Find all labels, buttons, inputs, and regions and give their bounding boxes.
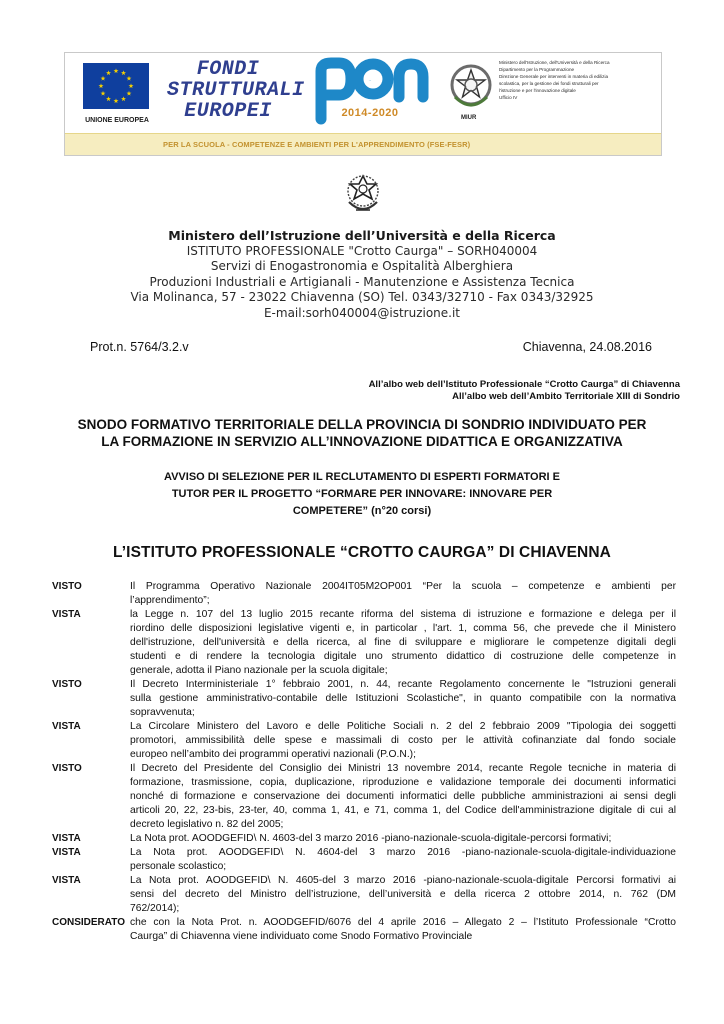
italian-republic-emblem-icon bbox=[449, 61, 493, 111]
fondi-line: FONDI bbox=[196, 58, 260, 81]
institute-address: Via Molinanca, 57 - 23022 Chiavenna (SO) Tel. 0343/32710 - Fax 0343/32925 bbox=[130, 290, 594, 304]
title-line: LA FORMAZIONE IN SERVIZIO ALL’INNOVAZIONE DIDATTICA E ORGANIZZATIVA bbox=[101, 433, 623, 449]
pon-years: 2014-2020 bbox=[341, 107, 399, 119]
ministry-small-line: Ministero dell'Istruzione, dell'Università e della Ricerca bbox=[499, 60, 610, 65]
eu-star-icon bbox=[101, 91, 106, 96]
title-line: SNODO FORMATIVO TERRITORIALE DELLA PROVINCIA DI SONDRIO INDIVIDUATO PER bbox=[77, 417, 647, 432]
premise-keyword: VISTA bbox=[52, 875, 81, 886]
premise-line: che con la Nota Prot. n. AOODGEFID/6076 del 4 aprile 2016 – Allegato 2 – l’Istituto Professionale “Crotto bbox=[130, 917, 676, 928]
eu-star-icon bbox=[106, 96, 111, 101]
premise-text bbox=[130, 832, 676, 846]
premise-line: 762/2014); bbox=[130, 903, 180, 914]
ministry-small-line: Direzione Generale per interventi in materia di edilizia bbox=[499, 74, 609, 79]
premise-text bbox=[130, 846, 676, 874]
ministry-small-line: Ufficio IV bbox=[499, 95, 518, 100]
eu-star-icon bbox=[106, 70, 111, 75]
premise-line: personale scolastico; bbox=[130, 861, 227, 872]
pon-logo-icon bbox=[305, 57, 435, 133]
protocol-number: Prot.n. 5764/3.2.v bbox=[90, 340, 189, 354]
eu-star-icon bbox=[99, 83, 104, 88]
premise-line: nonché di formazione e conservazione dei documenti informatici delle pubbliche amministrazioni ai sensi degli bbox=[130, 791, 676, 802]
premise-text bbox=[130, 874, 676, 916]
institute-heading: L’ISTITUTO PROFESSIONALE “CROTTO CAURGA” DI CHIAVENNA bbox=[113, 544, 611, 561]
premise-keyword: VISTO bbox=[52, 679, 82, 690]
ministry-header-small bbox=[499, 59, 659, 101]
premise-keyword: VISTO bbox=[52, 763, 82, 774]
premise-line: europeo nell’ambito dei programmi operativi nazionali (P.O.N.); bbox=[130, 749, 416, 760]
eu-flag-icon bbox=[83, 63, 149, 109]
premise-entry bbox=[52, 678, 676, 720]
eu-logo bbox=[79, 61, 163, 133]
premise-line: La Nota prot. AOODGEFID\ N. 4605-del 3 marzo 2016 -piano-nazionale-scuola-digitale Percorsi formativi ai bbox=[130, 875, 676, 886]
premise-line: La Circolare Ministero del Lavoro e delle Politiche Sociali n. 2 del 2 febbraio 2009 "Tipologia dei soggetti bbox=[130, 721, 676, 732]
eu-star-icon bbox=[121, 96, 126, 101]
eu-label: UNIONE EUROPEA bbox=[85, 117, 149, 124]
eu-star-icon bbox=[129, 83, 134, 88]
premise-text bbox=[130, 580, 676, 608]
premise-keyword: VISTA bbox=[52, 847, 81, 858]
institute-services: Servizi di Enogastronomia e Ospitalità Alberghiera bbox=[210, 259, 514, 273]
premise-line: dell'istruzione, dell'università e della ricerca, al fine di sviluppare e migliorare le competenze digitali degli bbox=[130, 637, 676, 648]
institute-email: E-mail:sorh040004@istruzione.it bbox=[263, 305, 461, 320]
eu-star-icon bbox=[127, 76, 132, 81]
premise-line: sulla gestione amministrativo-contabile delle Istituzioni Scolastiche", in quanto compatibile con la normativa bbox=[130, 693, 676, 704]
premise-line: promotori, ammissibilità delle spese e massimali di costo per le attività cofinanziate dal fondo sociale bbox=[130, 735, 676, 746]
premise-keyword: VISTO bbox=[52, 581, 82, 592]
premise-entry bbox=[52, 580, 676, 608]
letterhead bbox=[100, 228, 624, 321]
miur-label: MIUR bbox=[461, 115, 477, 121]
premise-line: Il Decreto del Presidente del Consiglio dei Ministri 13 novembre 2014, recante Regole tecniche in materia di bbox=[130, 763, 676, 774]
premise-line: generale, adotta il Piano nazionale per la scuola digitale; bbox=[130, 665, 388, 676]
subtitle-line: TUTOR PER IL PROGETTO “FORMARE PER INNOVARE: INNOVARE PER bbox=[171, 488, 553, 500]
premise-line: studenti e di rendere la tecnologia digitale uno strumento didattico di costruzione delle competenze in bbox=[130, 651, 676, 662]
pon-banner bbox=[64, 52, 662, 156]
premise-line: sopravvenuta; bbox=[130, 707, 195, 718]
premise-line: riordino delle disposizioni legislative vigenti e, in particolar , l'art. 1, comma 56, che prevede che il Ministero bbox=[130, 623, 676, 634]
premise-keyword: CONSIDERATO bbox=[52, 917, 125, 928]
eu-star-icon bbox=[114, 68, 119, 73]
premise-text bbox=[130, 608, 676, 678]
premise-text bbox=[130, 916, 676, 944]
premise-line: sensi del decreto del Ministro dell’istruzione, dell’università e della ricerca 2 ottobre 2014, n. 762 (DM bbox=[130, 889, 676, 900]
premise-line: La Nota prot. AOODGEFID\ N. 4603-del 3 marzo 2016 -piano-nazionale-scuola-digitale-percorsi formativi; bbox=[130, 833, 612, 844]
premise-keyword: VISTA bbox=[52, 833, 81, 844]
premise-keyword: VISTA bbox=[52, 609, 81, 620]
subtitle-line: AVVISO DI SELEZIONE PER IL RECLUTAMENTO DI ESPERTI FORMATORI E bbox=[163, 471, 561, 483]
ministry-small-line: Dipartimento per la Programmazione bbox=[499, 67, 575, 72]
premise-entry bbox=[52, 846, 676, 874]
eu-star-icon bbox=[121, 70, 126, 75]
premise-keyword: VISTA bbox=[52, 721, 81, 732]
republic-emblem-icon bbox=[344, 172, 382, 216]
subtitle-line: COMPETERE” (n°20 corsi) bbox=[292, 505, 432, 517]
pon-logo bbox=[305, 57, 435, 133]
premise-entry bbox=[52, 832, 676, 846]
albo-line: All’albo web dell’Istituto Professionale “Crotto Caurga” di Chiavenna bbox=[368, 379, 680, 390]
premise-entry bbox=[52, 874, 676, 916]
fondi-strutturali-logo bbox=[167, 58, 305, 123]
ministry-small-line: scolastica, per la gestione dei fondi strutturali per bbox=[499, 81, 599, 86]
svg-text:PON: PON bbox=[368, 81, 372, 82]
notice-subtitle bbox=[100, 469, 624, 520]
premise-line: La Nota prot. AOODGEFID\ N. 4604-del 3 marzo 2016 -piano-nazionale-scuola-digitale-individuazione bbox=[130, 847, 676, 858]
eu-star-icon bbox=[101, 76, 106, 81]
fondi-line: STRUTTURALI bbox=[167, 79, 305, 102]
document-title bbox=[40, 417, 684, 450]
fondi-line: EUROPEI bbox=[184, 100, 272, 123]
ministry-small-line: l'istruzione e per l'innovazione digitale bbox=[499, 88, 576, 93]
institute-name: ISTITUTO PROFESSIONALE "Crotto Caurga" – SORH040004 bbox=[186, 243, 538, 258]
ministry-name: Ministero dell’Istruzione dell’Università e della Ricerca bbox=[168, 228, 556, 243]
premise-line: l’apprendimento”; bbox=[130, 595, 210, 606]
albo-line: All’albo web dell’Ambito Territoriale XIII di Sondrio bbox=[452, 391, 680, 402]
premise-line: Il Programma Operativo Nazionale 2004IT05M2OP001 “Per la scuola – competenze e ambienti per bbox=[130, 581, 676, 592]
eu-star-icon bbox=[127, 91, 132, 96]
premise-text bbox=[130, 678, 676, 720]
place-date: Chiavenna, 24.08.2016 bbox=[522, 340, 652, 354]
eu-star-icon bbox=[114, 98, 119, 103]
premise-entry bbox=[52, 762, 676, 832]
banner-logos bbox=[65, 53, 661, 135]
eu-stars-icon bbox=[83, 63, 149, 109]
premise-line: Caurga” di Chiavenna viene individuato come Snodo Formativo Provinciale bbox=[130, 931, 473, 942]
premise-line: la Legge n. 107 del 13 luglio 2015 recante riforma del sistema di istruzione e formazione e delega per il bbox=[130, 609, 676, 620]
premise-line: Il Decreto Interministeriale 1° febbraio 2001, n. 44, recante Regolamento concernente le "Istruzioni generali bbox=[130, 679, 676, 690]
premise-line: articoli 20, 22, 23-bis, 23-ter, 40, comma 1, 41, e 71, comma 1, del Codice dell'amministrazione digitale di cui al bbox=[130, 805, 676, 816]
premise-entry bbox=[52, 608, 676, 678]
premise-entry bbox=[52, 916, 676, 944]
premise-line: decreto legislativo n. 82 del 2005; bbox=[130, 819, 284, 830]
premise-text bbox=[130, 720, 676, 762]
premise-entry bbox=[52, 720, 676, 762]
premises-list bbox=[52, 580, 676, 944]
banner-strip: PER LA SCUOLA - COMPETENZE E AMBIENTI PER L'APPRENDIMENTO (FSE-FESR) bbox=[65, 133, 661, 155]
premise-text bbox=[130, 762, 676, 832]
premise-line: formazione, trasmissione, copia, duplicazione, riproduzione e validazione temporale dei documenti informatici bbox=[130, 777, 676, 788]
institute-productions: Produzioni Industriali e Artigianali - Manutenzione e Assistenza Tecnica bbox=[149, 274, 575, 289]
albo-recipients bbox=[369, 379, 680, 403]
